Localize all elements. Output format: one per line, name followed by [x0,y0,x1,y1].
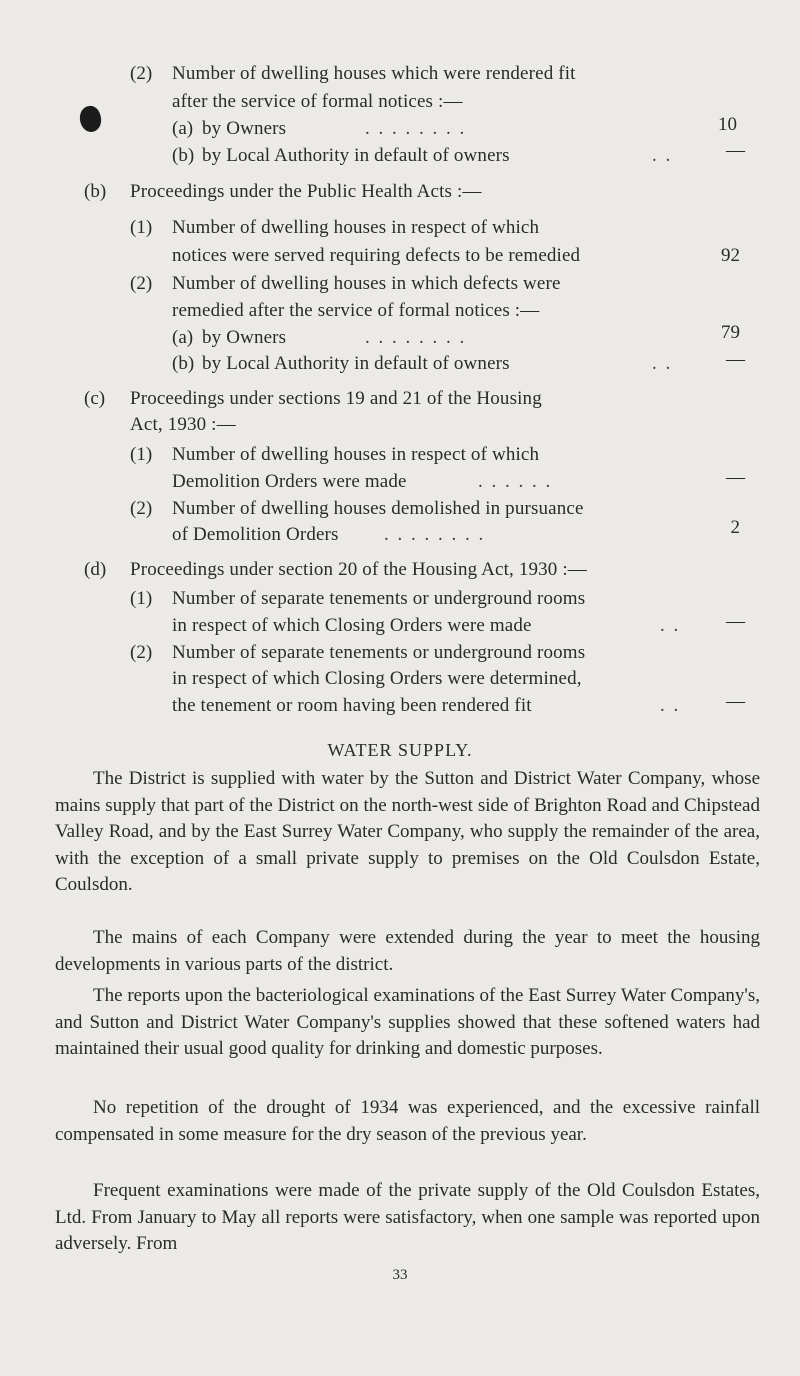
sub-item-label: (a) [172,327,194,348]
leader-dots: . . [652,353,673,374]
value-cell: — [726,691,745,712]
text-line: the tenement or room having been rendered fit [172,695,532,716]
paragraph: No repetition of the drought of 1934 was experienced, and the excessive rainfall compensated in some measure for the dry season of the previous year. [55,1097,760,1145]
text-line: Number of separate tenements or underground rooms [172,642,586,663]
item-number: (1) [130,588,153,609]
sub-item-label: (b) [172,145,195,166]
sub-item-label: (b) [172,353,195,374]
value-cell: — [726,140,745,161]
item-number: (1) [130,444,153,465]
section-title: Proceedings under the Public Health Acts :— [130,181,482,202]
text-line: Number of dwelling houses in respect of which [172,217,540,238]
leader-dots: . . . . . . [478,471,553,492]
text-line: Demolition Orders were made [172,471,407,492]
text-line: notices were served requiring defects to be remedied [172,245,581,266]
value-cell: 92 [721,245,740,266]
text-line: by Owners [202,327,287,348]
item-number: (1) [130,217,153,238]
leader-dots: . . [660,695,681,716]
paragraph: Frequent examinations were made of the private supply of the Old Coulsdon Estates, Ltd. From January to May all reports were satisfactory, when one sample was reported upon adversely. From [55,1180,760,1255]
leader-dots: . . . . . . . . [365,327,467,348]
item-number: (2) [130,642,153,663]
text-line: by Local Authority in default of owners [202,353,510,374]
paragraph: The District is supplied with water by the Sutton and District Water Company, whose mains supply that part of the District on the north-west side of Brighton Road and Chipstead Valley Road, and by the East Surrey Water Company, who supply the remainder of the area, with the exception of a small private supply to premises on the Old Coulsdon Estate, Coulsdon. [55,768,760,896]
paragraph: The reports upon the bacteriological examinations of the East Surrey Water Company's, and Sutton and District Water Company's supplies showed that these softened waters had maintained their usual good quality for drinking and domestic purposes. [55,985,760,1060]
page-number: 33 [392,1267,408,1283]
text-line: Number of dwelling houses in which defects were [172,273,561,294]
section-heading: WATER SUPPLY. [327,740,473,760]
text-line: Number of dwelling houses in respect of which [172,444,540,465]
section-label: (d) [84,559,107,580]
item-number: (2) [130,273,153,294]
section-title: Act, 1930 :— [130,414,236,435]
value-cell: 79 [721,322,740,343]
paragraph: The mains of each Company were extended during the year to meet the housing developments in various parts of the district. [55,927,760,975]
text-line: in respect of which Closing Orders were determined, [172,668,582,689]
text-line: Number of separate tenements or underground rooms [172,588,586,609]
section-label: (c) [84,388,106,409]
text-line: by Owners [202,118,287,139]
value-cell: — [726,349,745,370]
text-line: Number of dwelling houses demolished in pursuance [172,498,584,519]
section-label: (b) [84,181,107,202]
item-number: (2) [130,498,153,519]
value-cell: 10 [718,114,737,135]
ink-blot-mark [78,104,104,134]
text-line: remedied after the service of formal notices :— [172,300,540,321]
leader-dots: . . . . . . . . [365,118,467,139]
value-cell: — [726,611,745,632]
item-number: (2) [130,63,153,84]
leader-dots: . . . . . . . . [384,524,486,545]
text-line: in respect of which Closing Orders were made [172,615,532,636]
text-line: of Demolition Orders [172,524,339,545]
leader-dots: . . [652,145,673,166]
value-cell: — [726,467,745,488]
text-line: by Local Authority in default of owners [202,145,510,166]
section-title: Proceedings under sections 19 and 21 of the Housing [130,388,542,409]
text-line: Number of dwelling houses which were rendered fit [172,63,576,84]
sub-item-label: (a) [172,118,194,139]
value-cell: 2 [730,517,740,538]
section-title: Proceedings under section 20 of the Housing Act, 1930 :— [130,559,587,580]
leader-dots: . . [660,615,681,636]
text-line: after the service of formal notices :— [172,91,463,112]
